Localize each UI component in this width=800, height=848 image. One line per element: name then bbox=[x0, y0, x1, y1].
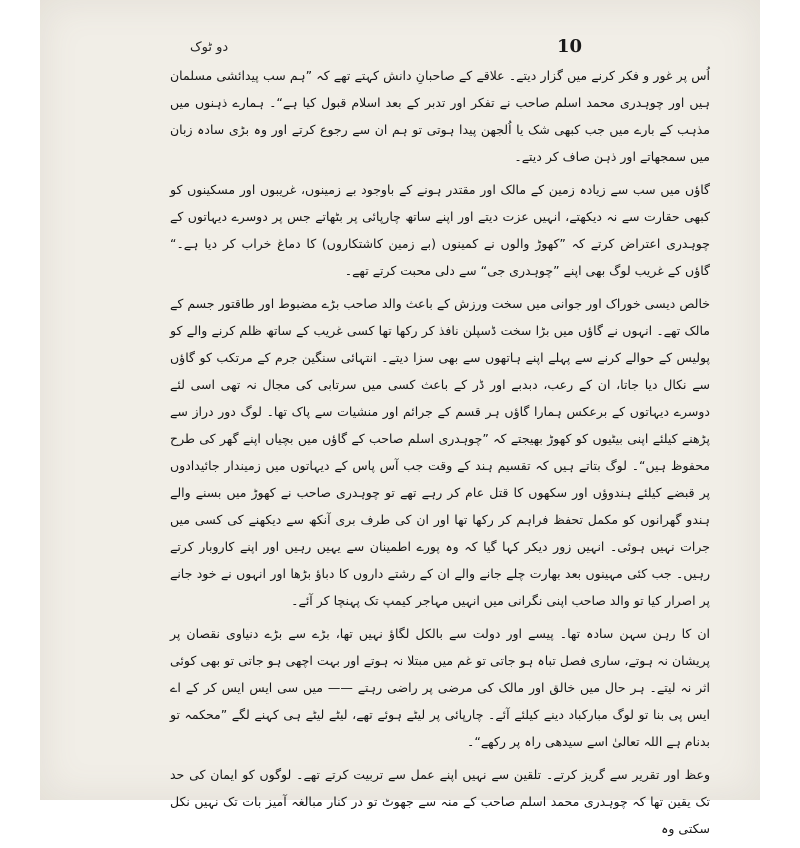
body-text bbox=[170, 62, 710, 848]
page-number: 10 bbox=[557, 36, 583, 57]
paragraph-2: گاؤں میں سب سے زیادہ زمین کے مالک اور مقتدر ہونے کے باوجود بے زمینوں، غریبوں اور مسکینوں کو کبھی حقارت سے نہ دیکھتے، انہیں عزت دیتے اور اپنے ساتھ چارپائی پر بٹھاتے جس پر دوسرے دیہاتوں کے چوہدری اعتراض کرتے کہ ”کھوڑ والوں نے کمینوں (بے زمین کاشتکاروں) کا دماغ خراب کر دیا ہے۔“ گاؤں کے غریب لوگ بھی اپنے ”چوہدری جی“ سے دلی محبت کرتے تھے۔ bbox=[170, 182, 710, 278]
paragraph-5: وعظ اور تقریر سے گریز کرتے۔ تلقین سے نہیں اپنے عمل سے تربیت کرتے تھے۔ لوگوں کو ایمان کی حد تک یقین تھا کہ چوہدری محمد اسلم صاحب کے منہ سے جھوٹ تو در کنار مبالغہ آمیز بات تک نہیں نکل سکتی وہ bbox=[170, 767, 710, 836]
book-page bbox=[40, 0, 760, 836]
paragraph-4: ان کا رہن سہن سادہ تھا۔ پیسے اور دولت سے بالکل لگاؤ نہیں تھا، بڑے سے بڑے دنیاوی نقصان پر پریشان نہ ہوتے، ساری فصل تباہ ہو جاتی تو غم میں مبتلا نہ ہوتے اور بہت اچھی ہو جاتی تو بھی کوئی اثر نہ لیتے۔ ہر حال میں خالق اور مالک کی مرضی پر راضی رہتے —— میں سی ایس ایس کر کے اے ایس پی بنا تو لوگ مبارکباد دینے کیلئے آئے۔ چارپائی پر لیٹے ہوئے تھے، لیٹے لیٹے ہی کہنے لگے ”محکمہ تو بدنام ہے اللہ تعالیٰ اسے سیدھی راہ پر رکھے“۔ bbox=[170, 626, 710, 749]
running-title: دو ٹوک bbox=[190, 40, 229, 55]
paragraph-1: اُس پر غور و فکر کرنے میں گزار دیتے۔ علاقے کے صاحبانِ دانش کہتے تھے کہ ”ہم سب پیدائشی مسلمان ہیں اور چوہدری محمد اسلم صاحب نے تفکر اور تدبر کے بعد اسلام قبول کیا ہے“۔ ہمارے ذہنوں میں مذہب کے بارے میں جب کبھی شک یا اُلجھن پیدا ہوتی تو ہم ان سے رجوع کرتے اور وہ بڑی سادہ زبان میں سمجھاتے اور ذہن صاف کر دیتے۔ bbox=[170, 68, 710, 164]
paragraph-3: خالص دیسی خوراک اور جوانی میں سخت ورزش کے باعث والد صاحب بڑے مضبوط اور طاقتور جسم کے مالک تھے۔ انہوں نے گاؤں میں بڑا سخت ڈسپلن نافذ کر رکھا تھا کسی غریب کے ساتھ ظلم کرنے والے کو پولیس کے حوالے کرنے سے پہلے اپنے ہاتھوں سے بھی سزا دیتے۔ انتہائی سنگین جرم کے مرتکب کو گاؤں سے نکال دیا جاتا، ان کے رعب، دبدبے اور ڈر کے باعث کسی میں سرتابی کی مجال نہ تھی اسی لئے دوسرے دیہاتوں کے برعکس ہمارا گاؤں ہر قسم کے جرائم اور منشیات سے پاک تھا۔ لوگ دور دراز سے پڑھنے کیلئے اپنی بیٹیوں کو کھوڑ بھیجتے کہ ”چوہدری اسلم صاحب کے گاؤں میں بچیاں اپنے گھر کی طرح محفوظ ہیں“۔ لوگ بتاتے ہیں کہ تقسیم ہند کے وقت جب آس پاس کے دیہاتوں میں زمیندار جائیدادوں پر قبضے کیلئے ہندوؤں اور سکھوں کا قتل عام کر رہے تھے تو چوہدری صاحب نے کھوڑ میں بسنے والے ہندو گھرانوں کو مکمل تحفظ فراہم کر رکھا تھا اور ان کی طرف بری آنکھ سے دیکھنے کی کسی میں جرات نہیں ہوئی۔ انہیں زور دیکر کہا گیا کہ وہ پورے اطمینان سے یہیں رہیں اور اپنے کاروبار کرتے رہیں۔ جب کئی مہینوں بعد بھارت چلے جانے والے ان کے رشتے داروں کا دباؤ بڑھا اور انہوں نے خود جانے پر اصرار کیا تو والد صاحب اپنی نگرانی میں انہیں مہاجر کیمپ تک پہنچا کر آئے۔ bbox=[170, 296, 710, 608]
